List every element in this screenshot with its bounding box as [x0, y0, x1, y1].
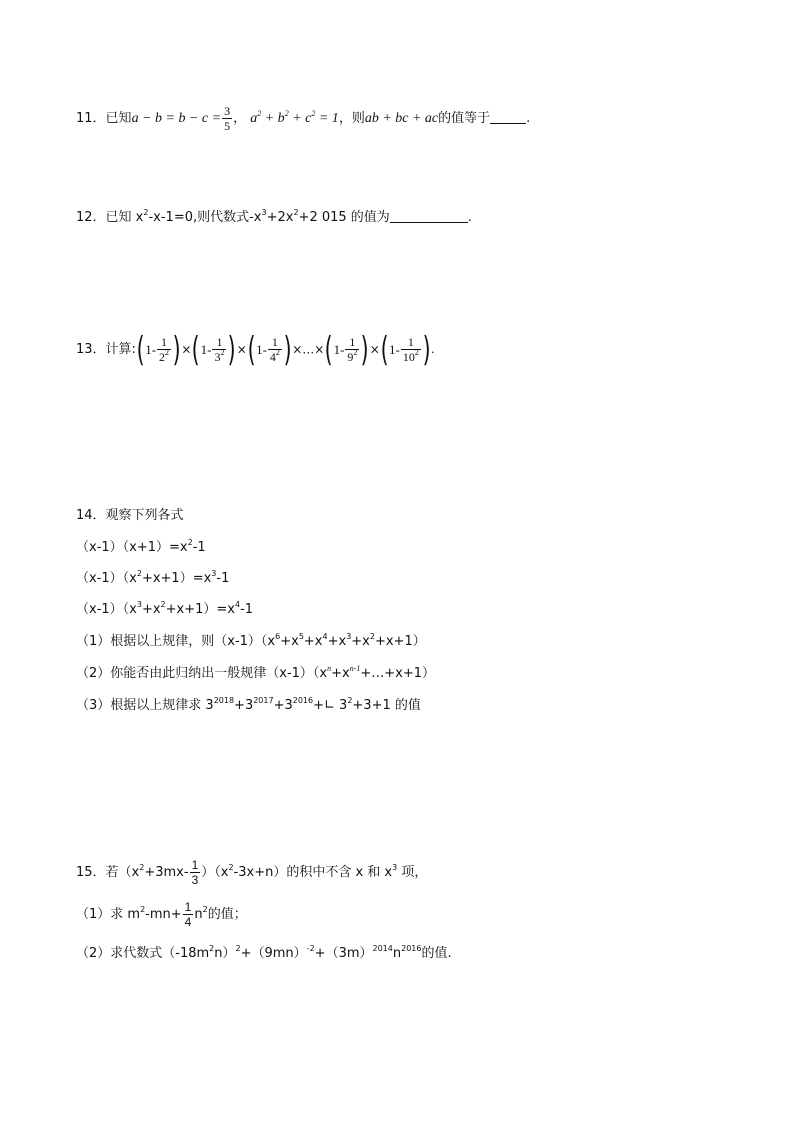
fraction: $\frac{1}{4}$	[184, 900, 192, 929]
answer-blank	[390, 208, 468, 223]
formula-line-3: $(x-1)(x^3+x^2+x+1)=x^4-1$	[76, 600, 254, 617]
question-number: 11．	[76, 111, 106, 126]
fraction: $\frac{1}{3}$	[191, 858, 199, 887]
question-text: 已知	[105, 111, 132, 126]
fraction: $\frac{1}{2^2}$	[159, 335, 170, 364]
fraction: $\frac{1}{4^2}$	[269, 335, 280, 364]
fraction: $\frac{1}{3^2}$	[214, 335, 225, 364]
equation-part: a − b = b − c =	[131, 111, 222, 126]
question-number: 12．	[76, 210, 106, 225]
fraction: $\frac{3}{5}$	[224, 104, 231, 133]
question-13: 13．计算:(1- $\frac{1}{2^2}$ )×(1- $\frac{1}{3^2}$ )×(1- $\frac{1}{4^2}$ )×…×(1- $\frac{1}{9^2}$ )×(1- $\frac{1}{10^2}$ ).	[76, 329, 435, 370]
sub-question-1: （1）求 $m^2-mn+$ $\frac{1}{4}$ $n^2$的值；	[76, 900, 247, 929]
question-number: 13．	[76, 342, 106, 357]
sub-question-2: （2）你能否由此归纳出一般规律$(x-1)(x^n+x^{n-1}+\dots+x+1)$	[76, 664, 436, 681]
formula-line-1: $(x-1)(x+1)=x^2-1$	[76, 538, 206, 555]
question-14-title: 14．观察下列各式	[76, 508, 184, 523]
sub-question-3: （3）根据以上规律求 $3^{2018}+3^{2017}+3^{2016}+∟$ $3^2+3+1$ 的值	[76, 696, 421, 713]
equation-part: $a^2 + b^2 + c^2 = 1$	[250, 109, 339, 126]
question-number: 15．	[76, 865, 106, 880]
formula-line-2: $(x-1)(x^2+x+1)=x^3-1$	[76, 569, 230, 586]
question-number: 14．	[76, 508, 106, 523]
question-11: 11．已知a − b = b − c = $\frac{3}{5}$ ， $a^2 + b^2 + c^2 = 1$，则ab + bc + ac的值等于 .	[76, 104, 531, 133]
expression: ab + bc + ac	[364, 111, 439, 126]
question-12: 12．已知 $x^2-x-1=0$,则代数式$-x^3+2x^2+2$ 015 的值为 .	[76, 208, 472, 225]
fraction: $\frac{1}{9^2}$	[347, 335, 358, 364]
sub-question-1: （1）根据以上规律，则$(x-1)(x^6+x^5+x^4+x^3+x^2+x+1)$	[76, 632, 426, 649]
question-15: 15．若（$x^2+3mx-$ $\frac{1}{3}$ ）$(x^2-3x+n)$的积中不含 x 和 $x^3$ 项，	[76, 858, 428, 887]
fraction: $\frac{1}{10^2}$	[402, 335, 419, 364]
sub-question-2: （2）求代数式$(-18m^2n)^2+(9mn)^{-2}+(3m)^{2014}n^{2016}$的值.	[76, 944, 452, 961]
answer-blank	[490, 109, 526, 124]
